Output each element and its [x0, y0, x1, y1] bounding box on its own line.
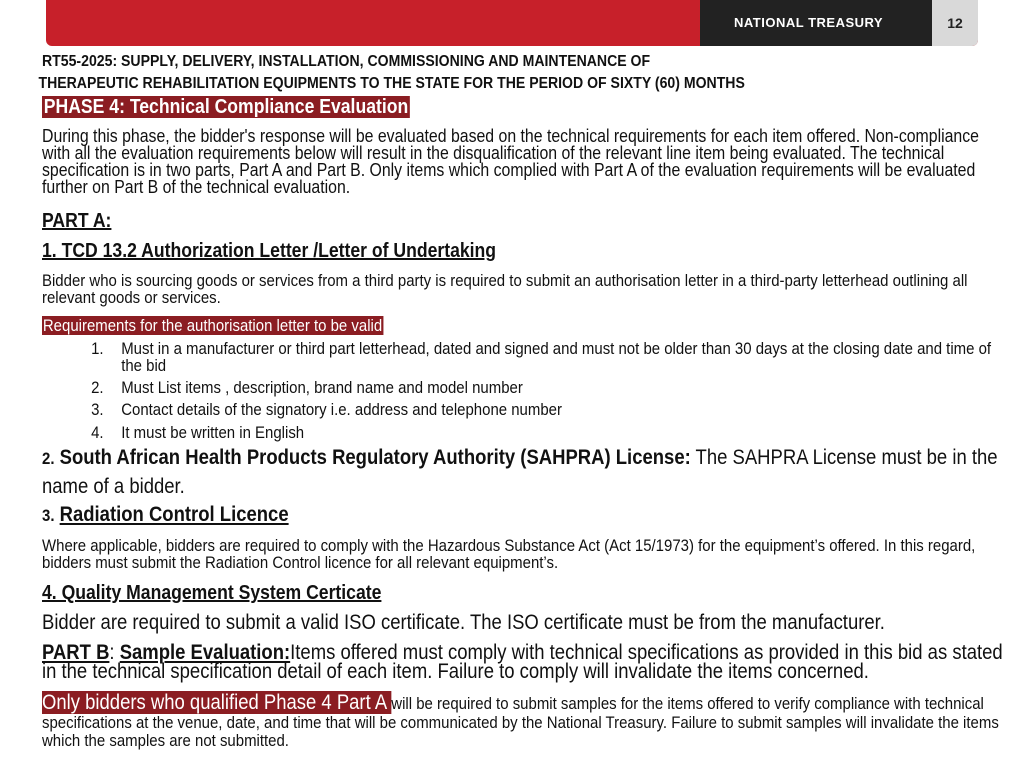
list-item-text: Must in a manufacturer or third part letterhead, dated and signed and must not be older than 30 days at the closing date and time of the bid [121, 339, 992, 375]
list-item-number: 1. [91, 339, 104, 358]
section-2-heading: South African Health Products Regulatory Authority (SAHPRA) License: [59, 446, 691, 469]
section-4-body: Bidder are required to submit a valid ISO certificate. The ISO certificate must be from the manufacturer. [42, 611, 885, 634]
requirements-list [42, 339, 992, 442]
final-body: will be required to submit samples for the items offered to verify compliance with technical specifications at the venue, date, and time that will be communicated by the National Treasury. Failure to submit samples will invalidate the items which the samples are not submitted. [42, 694, 999, 750]
part-b-label: PART B [42, 641, 110, 664]
section-3-heading: Radiation Control Licence [59, 503, 289, 526]
list-item-text: Must List items , description, brand name and model number [121, 378, 523, 397]
part-b-body: Items offered must comply with technical specifications as provided in this bid as stated in the technical specification detail of each item. Failure to comply will invalidate the items concerned. [42, 641, 1003, 683]
section-3-body: Where applicable, bidders are required to comply with the Hazardous Substance Act (Act 15/1973) for the equipment’s offered. In this regard, bidders must submit the Radiation Control licence for all relevant equipment’s. [42, 536, 976, 572]
title-line-2: THERAPEUTIC REHABILITATION EQUIPMENTS TO THE STATE FOR THE PERIOD OF SIXTY (60) MONTHS [38, 75, 745, 92]
intro-paragraph: During this phase, the bidder's response will be evaluated based on the technical requirements for each item offered. Non-compliance with all the evaluation requirements below will result in the disqualification of the relevant line item being evaluated. The technical specification is in two parts, Part A and Part B. Only items which complied with Part A of the evaluation requirements will be evaluated further on Part B of the technical evaluation. [42, 126, 979, 197]
requirements-heading-wrap [42, 316, 896, 336]
part-b-heading: Sample Evaluation: [119, 641, 291, 664]
brand-label: NATIONAL TREASURY [700, 0, 932, 46]
part-b-paragraph [42, 643, 1010, 681]
section-2-number: 2. [42, 449, 55, 468]
list-item-number: 4. [91, 423, 104, 442]
requirements-heading: Requirements for the authorisation letter to be valid [42, 316, 383, 335]
final-paragraph [42, 692, 1010, 750]
part-a-heading: PART A: [42, 210, 112, 232]
page-number: 12 [932, 0, 978, 46]
list-item-text: Contact details of the signatory i.e. address and telephone number [121, 400, 562, 419]
title-line-1: RT55-2025: SUPPLY, DELIVERY, INSTALLATION, COMMISSIONING AND MAINTENANCE OF [42, 53, 651, 70]
phase-heading: PHASE 4: Technical Compliance Evaluation [43, 96, 409, 118]
document-title [38, 51, 896, 95]
section-1-heading: 1. TCD 13.2 Authorization Letter /Letter of Undertaking [42, 240, 497, 262]
part-b-separator: : [109, 641, 120, 664]
section-4-heading: 4. Quality Management System Certicate [42, 582, 382, 604]
section-2 [42, 444, 1010, 501]
list-item-number: 3. [91, 400, 104, 419]
list-item-number: 2. [91, 378, 104, 397]
section-1-body: Bidder who is sourcing goods or services from a third party is required to submit an authorisation letter in a third-party letterhead outlining all relevant goods or services. [42, 271, 968, 307]
section-2-body: The SAHPRA License must be in the name of a bidder. [42, 446, 998, 498]
final-highlight: Only bidders who qualified Phase 4 Part A [42, 691, 392, 714]
section-3-number: 3. [42, 506, 55, 525]
list-item-text: It must be written in English [121, 423, 305, 442]
phase-heading-wrap [42, 95, 896, 119]
section-3-heading-wrap [42, 503, 896, 528]
